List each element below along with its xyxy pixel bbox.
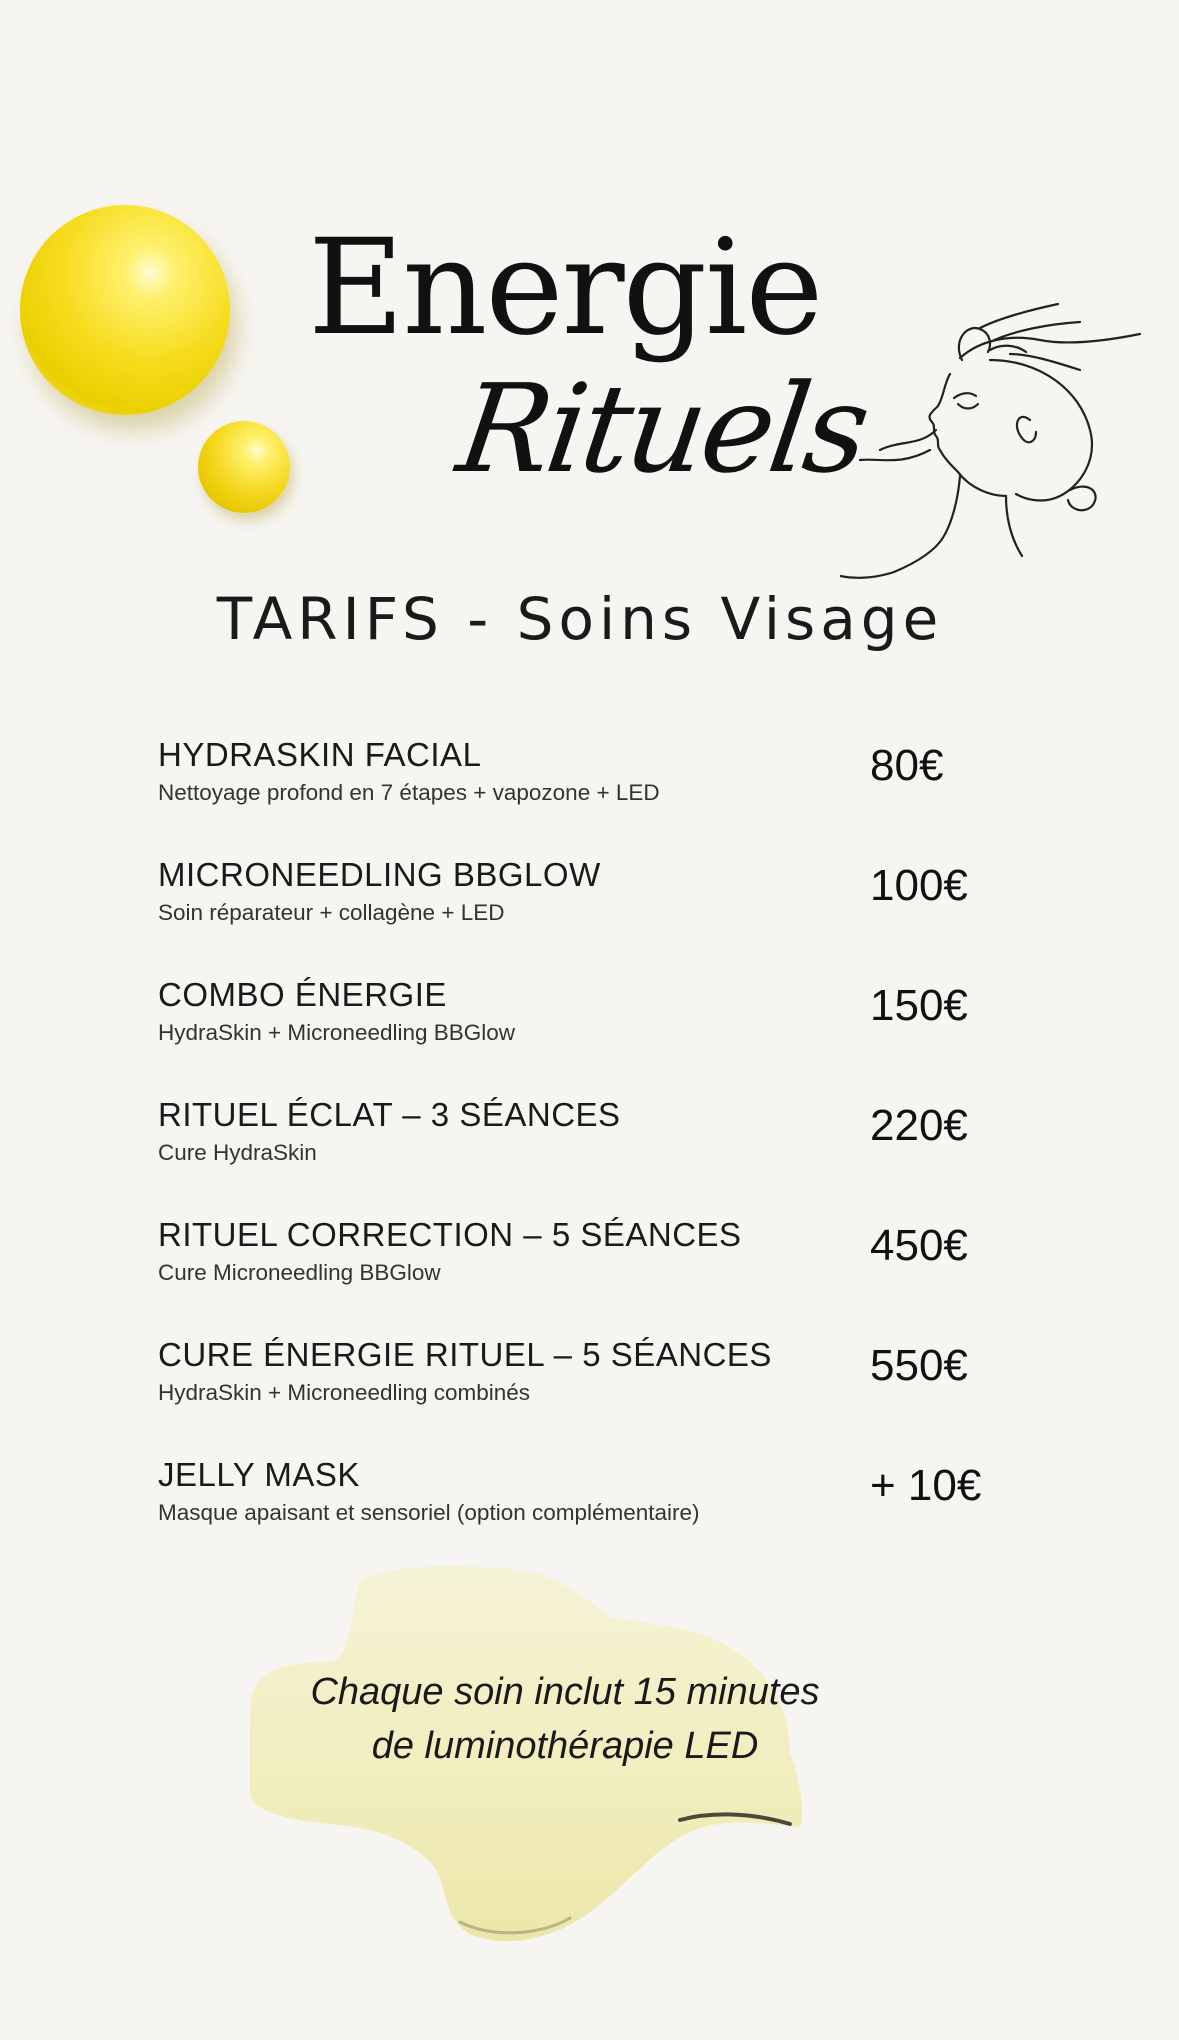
service-description: Masque apaisant et sensoriel (option complémentaire)	[158, 1500, 700, 1525]
service-description: Cure Microneedling BBGlow	[158, 1260, 441, 1285]
service-price: + 10€	[870, 1461, 982, 1510]
page-subtitle: TARIFS - Soins Visage	[216, 585, 944, 653]
face-massage-line-art-icon	[840, 300, 1170, 580]
service-price: 150€	[870, 981, 968, 1030]
service-description: Cure HydraSkin	[158, 1140, 317, 1165]
list-item	[158, 975, 1058, 1095]
yellow-oil-bubble-small	[198, 421, 290, 513]
service-description: Nettoyage profond en 7 étapes + vapozone + LED	[158, 780, 660, 805]
service-name: MICRONEEDLING BBGLOW	[158, 856, 601, 893]
service-name: RITUEL CORRECTION – 5 SÉANCES	[158, 1216, 742, 1253]
led-note-line1: Chaque soin inclut 15 minutes	[310, 1671, 820, 1713]
service-description: HydraSkin + Microneedling combinés	[158, 1380, 531, 1405]
service-price: 100€	[870, 861, 968, 910]
service-description: HydraSkin + Microneedling BBGlow	[158, 1020, 516, 1045]
service-name: RITUEL ÉCLAT – 3 SÉANCES	[158, 1096, 621, 1133]
led-note	[250, 1665, 880, 1773]
service-name: COMBO ÉNERGIE	[158, 976, 447, 1013]
service-description: Soin réparateur + collagène + LED	[158, 900, 505, 925]
title-energie: Energie	[308, 211, 822, 365]
led-note-line2: de luminothérapie LED	[371, 1725, 759, 1767]
list-item	[158, 855, 1058, 975]
service-price: 220€	[870, 1101, 968, 1150]
service-price: 550€	[870, 1341, 968, 1390]
list-item	[158, 1455, 1058, 1575]
list-item	[158, 735, 1058, 855]
service-price: 450€	[870, 1221, 968, 1270]
service-price: 80€	[870, 741, 944, 790]
yellow-oil-bubble-large	[20, 205, 230, 415]
title-rituels: Rituels	[450, 358, 875, 500]
list-item	[158, 1335, 1058, 1455]
list-item	[158, 1215, 1058, 1335]
list-item	[158, 1095, 1058, 1215]
service-name: HYDRASKIN FACIAL	[158, 736, 482, 773]
price-list	[158, 735, 1058, 1575]
service-name: CURE ÉNERGIE RITUEL – 5 SÉANCES	[158, 1336, 772, 1373]
service-name: JELLY MASK	[158, 1456, 360, 1493]
